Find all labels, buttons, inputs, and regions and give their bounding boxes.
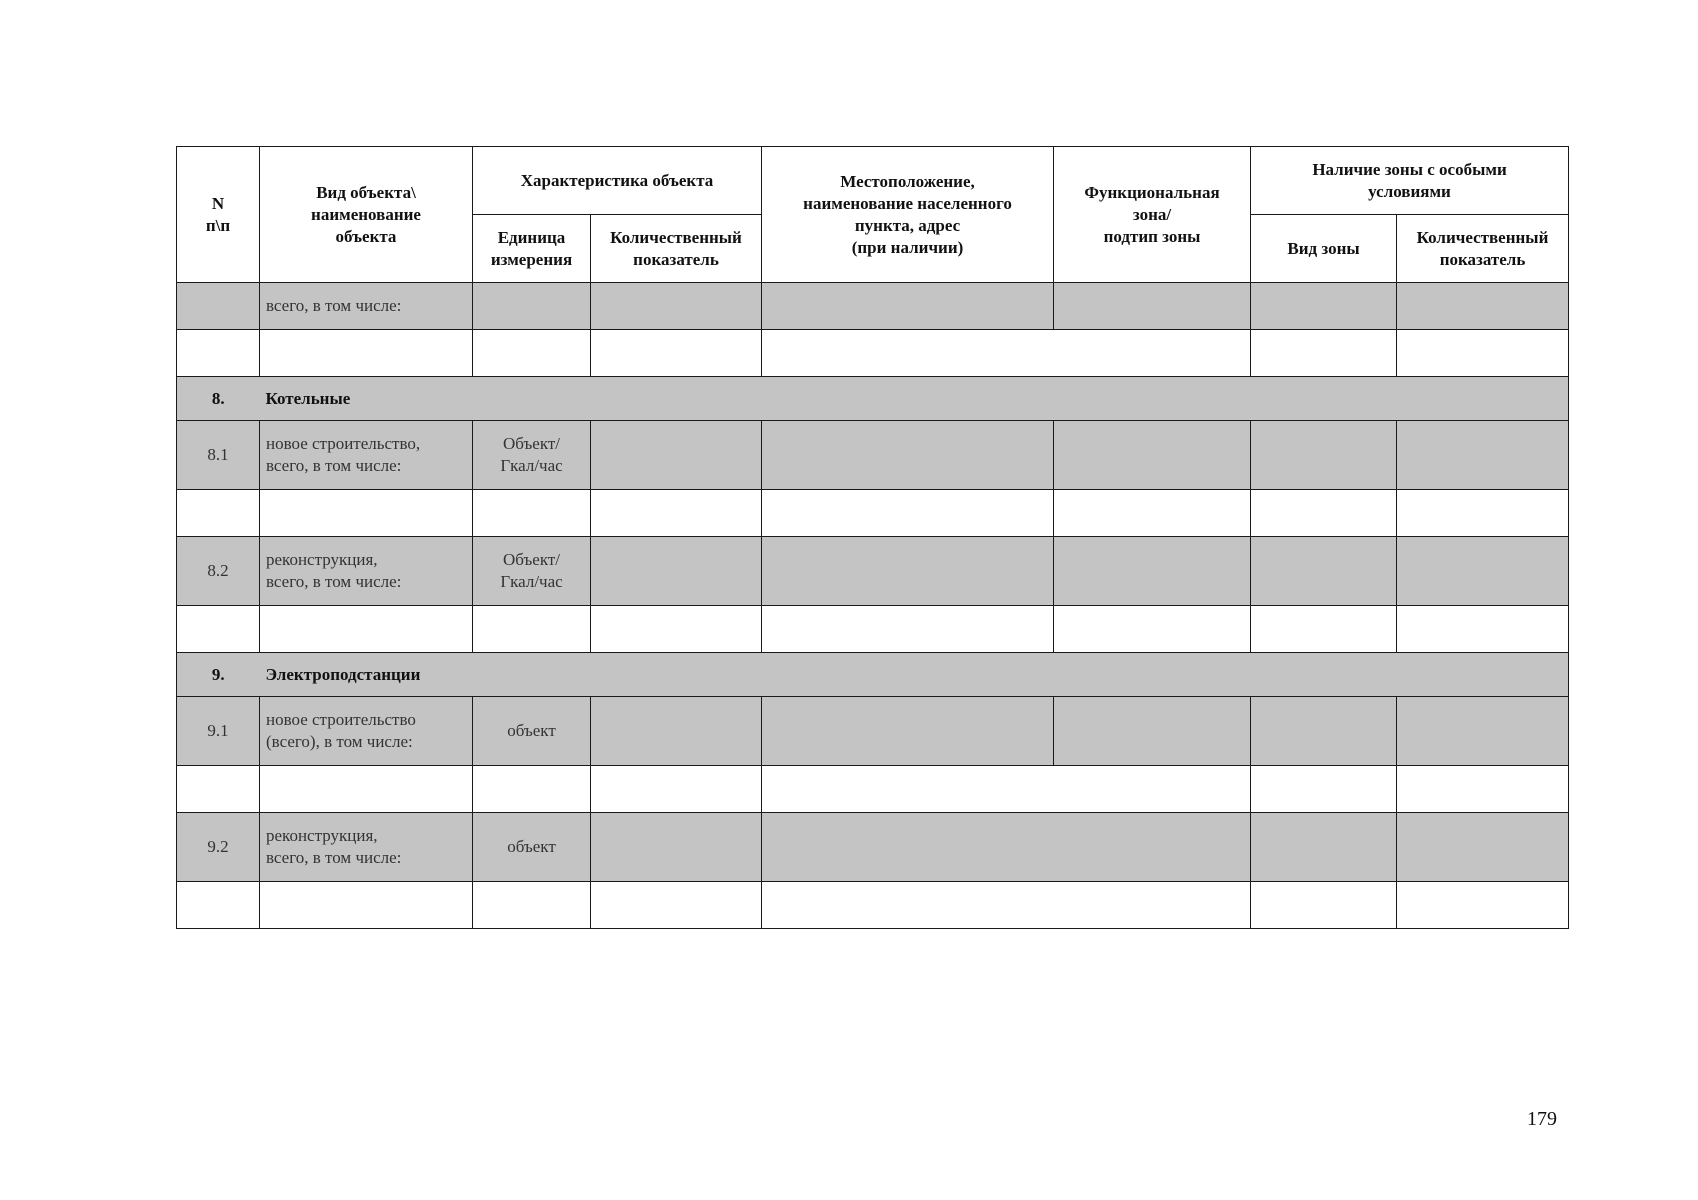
cell-empty: [591, 330, 762, 377]
cell-empty: [1054, 606, 1251, 653]
cell-empty: [177, 882, 260, 929]
cell-location: [762, 421, 1054, 490]
header-location: Местоположение, наименование населенного пункта, адрес (при наличии): [762, 147, 1054, 283]
cell-empty: [260, 882, 473, 929]
cell-empty: [260, 606, 473, 653]
cell-empty: [1251, 490, 1397, 537]
section-title: Электроподстанции: [260, 653, 1569, 697]
header-unit: Единица измерения: [473, 215, 591, 283]
cell-label: новое строительство, всего, в том числе:: [260, 421, 473, 490]
header-num: N п\п: [177, 147, 260, 283]
cell-num: 9.2: [177, 813, 260, 882]
cell-num: 8.2: [177, 537, 260, 606]
cell-empty: [1397, 606, 1569, 653]
cell-empty: [1054, 490, 1251, 537]
cell-unit: Объект/ Гкал/час: [473, 421, 591, 490]
cell-empty: [1251, 606, 1397, 653]
cell-label: реконструкция, всего, в том числе:: [260, 813, 473, 882]
cell-func-zone: [1054, 697, 1251, 766]
header-quantity: Количественный показатель: [591, 215, 762, 283]
cell-empty: [473, 490, 591, 537]
cell-zone-quantity: [1397, 283, 1569, 330]
cell-func-zone: [1054, 537, 1251, 606]
cell-zone-quantity: [1397, 537, 1569, 606]
cell-empty: [473, 606, 591, 653]
cell-label: реконструкция, всего, в том числе:: [260, 537, 473, 606]
table-row-total: [177, 283, 1569, 330]
cell-empty: [1397, 490, 1569, 537]
section-row-boilers: [177, 377, 1569, 421]
cell-empty: [260, 490, 473, 537]
cell-label: всего, в том числе:: [260, 283, 473, 330]
cell-unit: Объект/ Гкал/час: [473, 537, 591, 606]
cell-empty: [762, 606, 1054, 653]
cell-unit: [473, 283, 591, 330]
table-row-blank: [177, 490, 1569, 537]
cell-quantity: [591, 537, 762, 606]
header-special-zone: Наличие зоны с особыми условиями: [1251, 147, 1569, 215]
cell-location: [762, 283, 1054, 330]
cell-empty: [591, 766, 762, 813]
cell-zone-quantity: [1397, 697, 1569, 766]
cell-empty: [177, 766, 260, 813]
cell-empty: [1397, 330, 1569, 377]
header-object-type: Вид объекта\ наименование объекта: [260, 147, 473, 283]
cell-empty: [1397, 766, 1569, 813]
cell-empty: [177, 606, 260, 653]
cell-unit: объект: [473, 813, 591, 882]
cell-zone-type: [1251, 813, 1397, 882]
cell-num: 9.1: [177, 697, 260, 766]
cell-zone-type: [1251, 283, 1397, 330]
header-functional-zone: Функциональная зона/ подтип зоны: [1054, 147, 1251, 283]
cell-location: [762, 697, 1054, 766]
section-num: 9.: [177, 653, 260, 697]
table-row-9-2: [177, 813, 1569, 882]
cell-empty: [1251, 882, 1397, 929]
section-row-substations: [177, 653, 1569, 697]
cell-func-zone: [1054, 283, 1251, 330]
table-row-blank: [177, 766, 1569, 813]
cell-empty: [762, 330, 1251, 377]
cell-empty: [762, 766, 1251, 813]
cell-quantity: [591, 283, 762, 330]
cell-empty: [591, 490, 762, 537]
cell-zone-type: [1251, 537, 1397, 606]
cell-empty: [1397, 882, 1569, 929]
cell-empty: [473, 882, 591, 929]
cell-zone-quantity: [1397, 421, 1569, 490]
table-row-blank: [177, 606, 1569, 653]
section-num: 8.: [177, 377, 260, 421]
cell-num: 8.1: [177, 421, 260, 490]
cell-quantity: [591, 697, 762, 766]
cell-empty: [1251, 330, 1397, 377]
cell-func-zone: [1054, 421, 1251, 490]
cell-unit: объект: [473, 697, 591, 766]
table-row-blank: [177, 882, 1569, 929]
cell-empty: [473, 766, 591, 813]
table-row-blank: [177, 330, 1569, 377]
cell-empty: [260, 330, 473, 377]
cell-zone-type: [1251, 421, 1397, 490]
page-number: 179: [1527, 1108, 1557, 1130]
cell-quantity: [591, 813, 762, 882]
table-row-9-1: [177, 697, 1569, 766]
cell-zone-quantity: [1397, 813, 1569, 882]
cell-location: [762, 537, 1054, 606]
cell-empty: [177, 330, 260, 377]
table-row-8-1: [177, 421, 1569, 490]
cell-empty: [591, 606, 762, 653]
cell-empty: [762, 490, 1054, 537]
cell-quantity: [591, 421, 762, 490]
cell-empty: [260, 766, 473, 813]
table-row-8-2: [177, 537, 1569, 606]
header-zone-quantity: Количественный показатель: [1397, 215, 1569, 283]
header-zone-type: Вид зоны: [1251, 215, 1397, 283]
cell-label: новое строительство (всего), в том числе:: [260, 697, 473, 766]
cell-empty: [762, 882, 1251, 929]
cell-empty: [473, 330, 591, 377]
cell-empty: [177, 490, 260, 537]
cell-num: [177, 283, 260, 330]
cell-zone-type: [1251, 697, 1397, 766]
cell-location: [762, 813, 1251, 882]
cell-empty: [591, 882, 762, 929]
cell-empty: [1251, 766, 1397, 813]
objects-table: [176, 146, 1569, 929]
header-characteristic: Характеристика объекта: [473, 147, 762, 215]
section-title: Котельные: [260, 377, 1569, 421]
